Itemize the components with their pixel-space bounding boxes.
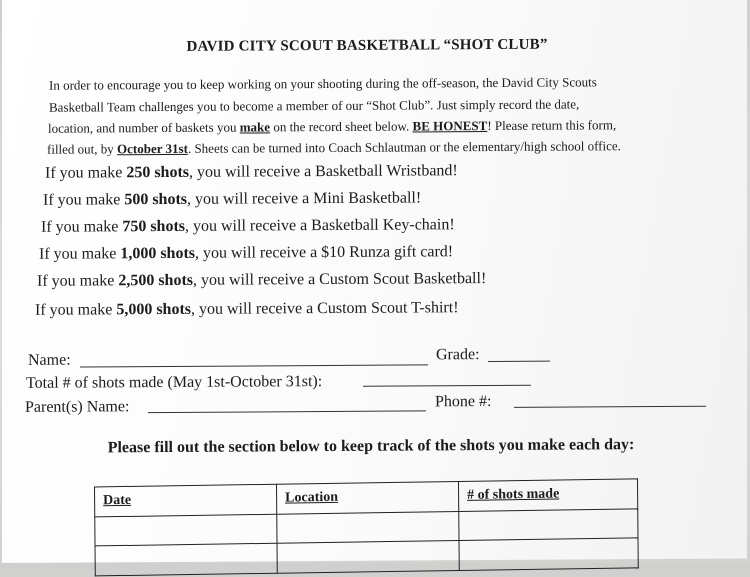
intro-text: . Sheets can be turned into Coach Schlautman or the elementary/high school office.	[187, 138, 621, 156]
reward-shots: 250 shots	[126, 163, 189, 182]
grade-field[interactable]	[488, 361, 550, 362]
column-header-date	[95, 484, 277, 516]
page-title: DAVID CITY SCOUT BASKETBALL “SHOT CLUB”	[186, 36, 548, 55]
deadline-date: October 31st	[117, 140, 188, 157]
intro-text: on the record sheet below.	[270, 118, 413, 135]
reward-text: If you make	[37, 272, 119, 290]
parent-name-field[interactable]	[148, 410, 426, 413]
tracker-title: Please fill out the section below to keep track of the shots you make each day:	[107, 436, 635, 457]
intro-line-4	[47, 135, 621, 161]
table-cell[interactable]	[277, 511, 459, 543]
reward-prize: , you will receive a Basketball Wristband!	[189, 162, 458, 181]
name-field[interactable]	[80, 364, 428, 367]
reward-shots: 500 shots	[124, 190, 187, 209]
reward-text: If you make	[39, 245, 121, 263]
table-cell[interactable]	[459, 509, 638, 541]
reward-text: If you make	[41, 218, 123, 236]
emphasis-make: make	[239, 119, 271, 135]
reward-shots: 1,000 shots	[120, 244, 195, 263]
intro-text: ! Please return this form,	[487, 117, 617, 134]
intro-text: location, and number of baskets you	[48, 119, 240, 136]
reward-shots: 2,500 shots	[118, 271, 193, 290]
reward-shots: 750 shots	[122, 217, 185, 236]
intro-line-1: In order to encourage you to keep working on your shooting during the off-season, the David City Scouts	[49, 74, 597, 93]
reward-prize: , you will receive a $10 Runza gift card!	[195, 243, 454, 262]
reward-line	[39, 243, 453, 264]
name-label: Name:	[28, 351, 71, 369]
reward-line	[45, 162, 458, 183]
reward-shots: 5,000 shots	[116, 300, 191, 319]
header-label: Location	[285, 490, 339, 506]
intro-text: filled out, by	[47, 141, 118, 157]
table-cell[interactable]	[277, 541, 459, 573]
grade-label: Grade:	[436, 346, 480, 364]
reward-text: If you make	[45, 164, 127, 182]
total-shots-label: Total # of shots made (May 1st-October 31st):	[26, 373, 323, 392]
column-header-shots	[458, 479, 637, 511]
intro-line-2: Basketball Team challenges you to become a member of our “Shot Club”. Just simply record the date,	[49, 96, 580, 115]
reward-prize: , you will receive a Custom Scout T-shirt!	[191, 299, 459, 318]
phone-label: Phone #:	[435, 393, 492, 411]
emphasis-be-honest: BE HONEST	[412, 118, 488, 134]
reward-prize: , you will receive a Basketball Key-chain!	[185, 216, 455, 235]
parent-name-label: Parent(s) Name:	[25, 398, 130, 416]
header-label: Date	[103, 493, 132, 509]
header-label: # of shots made	[467, 486, 560, 504]
reward-line	[37, 270, 486, 291]
reward-prize: , you will receive a Mini Basketball!	[187, 189, 422, 208]
reward-prize: , you will receive a Custom Scout Basketball!	[193, 270, 487, 289]
table-cell[interactable]	[95, 544, 277, 576]
column-header-location	[276, 482, 458, 514]
table-cell[interactable]	[95, 514, 277, 546]
reward-line	[35, 299, 459, 320]
document-page	[2, 0, 747, 563]
reward-text: If you make	[35, 301, 117, 319]
reward-line	[43, 189, 421, 209]
reward-line	[41, 216, 455, 237]
reward-text: If you make	[43, 191, 125, 209]
total-shots-field[interactable]	[363, 385, 531, 387]
table-cell[interactable]	[459, 538, 638, 570]
phone-field[interactable]	[514, 406, 706, 408]
shot-tracker-table	[94, 478, 639, 576]
